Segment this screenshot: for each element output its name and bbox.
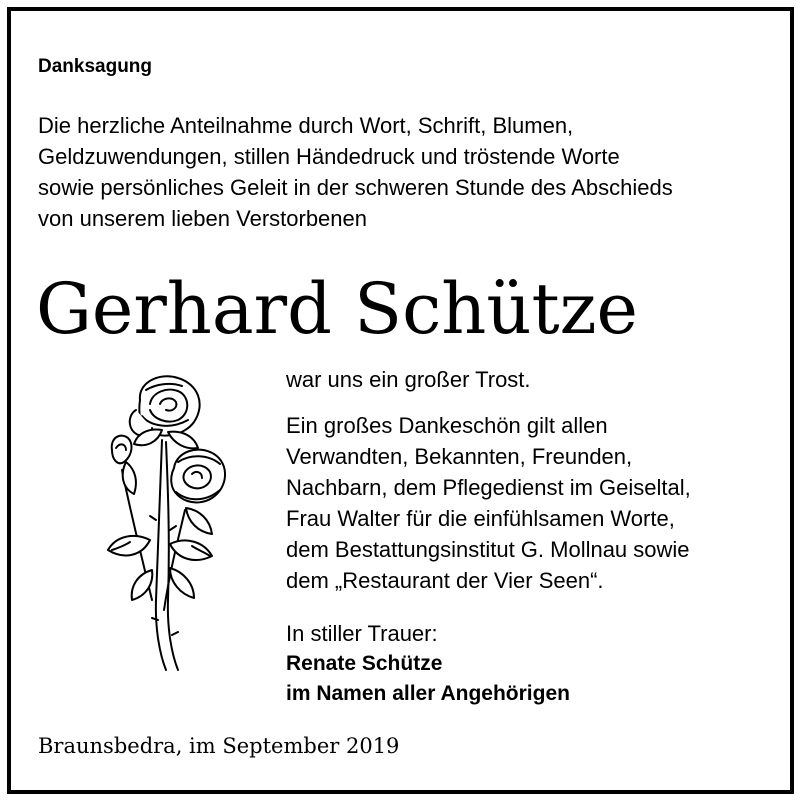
intro-text xyxy=(38,110,673,234)
signature-group: im Namen aller Angehörigen xyxy=(286,682,570,705)
intro-line: Geldzuwendungen, stillen Händedruck und tröstende Worte xyxy=(38,144,620,169)
intro-line: von unserem lieben Verstorbenen xyxy=(38,206,367,231)
deceased-name: Gerhard Schütze xyxy=(36,268,638,350)
thanks-text xyxy=(286,410,691,596)
thanks-line: Ein großes Dankeschön gilt allen xyxy=(286,413,608,438)
place-date: Braunsbedra, im September 2019 xyxy=(38,734,400,758)
notice-heading: Danksagung xyxy=(38,56,153,77)
rose-icon xyxy=(90,370,235,675)
thanks-line: dem Bestattungsinstitut G. Mollnau sowie xyxy=(286,537,690,562)
intro-line: Die herzliche Anteilnahme durch Wort, Schrift, Blumen, xyxy=(38,113,574,138)
intro-line: sowie persönliches Geleit in der schweren Stunde des Abschieds xyxy=(38,175,673,200)
trost-line: war uns ein großer Trost. xyxy=(286,367,531,392)
thanks-line: Verwandten, Bekannten, Freunden, xyxy=(286,444,633,469)
thanks-line: Nachbarn, dem Pflegedienst im Geiseltal, xyxy=(286,475,691,500)
thanks-line: Frau Walter für die einfühlsamen Worte, xyxy=(286,506,675,531)
signature-name: Renate Schütze xyxy=(286,652,443,675)
thanks-line: dem „Restaurant der Vier Seen“. xyxy=(286,568,604,593)
mourning-intro: In stiller Trauer: xyxy=(286,621,438,646)
